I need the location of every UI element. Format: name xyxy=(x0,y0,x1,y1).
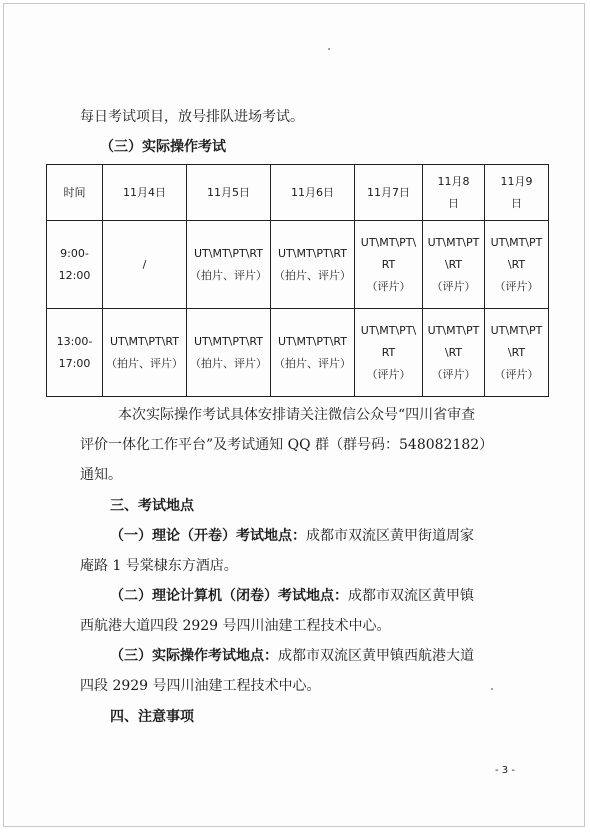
scan-speck xyxy=(328,48,330,50)
table-cell xyxy=(271,221,355,309)
location-1-address: 成都市双流区黄甲街道周家 xyxy=(306,528,474,544)
table-cell xyxy=(187,309,271,397)
table-row xyxy=(47,309,549,397)
table-cell xyxy=(423,221,485,309)
location-3-address: 成都市双流区黄甲镇西航港大道 xyxy=(278,648,474,664)
cell-text-line: （拍片、评片） xyxy=(190,356,267,370)
location-1-label: （一）理论（开卷）考试地点： xyxy=(110,528,306,544)
cell-text-line: UT\MT\PT\RT xyxy=(109,334,179,348)
table-cell xyxy=(355,221,423,309)
cell-text-line: / xyxy=(142,257,147,271)
table-cell xyxy=(103,309,187,397)
heading-exam-location: 三、考试地点 xyxy=(110,498,194,514)
cell-text-line: UT\MT\PT\RT xyxy=(277,334,347,348)
table-header-cell xyxy=(485,165,549,221)
cell-text-line: 17:00 xyxy=(58,356,91,370)
cell-text-line: 12:00 xyxy=(58,268,91,282)
table-time-cell xyxy=(47,221,103,309)
cell-text-line: UT\MT\PT\ xyxy=(360,323,417,337)
cell-text-line: 11月9 xyxy=(500,174,533,188)
cell-text-line: UT\MT\PT\RT xyxy=(193,334,263,348)
location-1-line-2: 庵路 1 号棠棣东方酒店。 xyxy=(80,558,238,574)
table-cell xyxy=(485,309,549,397)
location-3-line-1 xyxy=(110,647,474,665)
section-3-title: （三）实际操作考试 xyxy=(100,139,226,155)
notice-line-2: 评价一体化工作平台”及考试通知 QQ 群（群号码：548082182） xyxy=(80,437,494,453)
cell-text-line: UT\MT\PT\RT xyxy=(193,246,263,260)
table-header-cell: 11月5日 xyxy=(187,165,271,221)
cell-text-line: UT\MT\PT xyxy=(490,323,543,337)
heading-notes: 四、注意事项 xyxy=(110,709,194,725)
cell-text-line: （拍片、评片） xyxy=(274,356,351,370)
table-cell xyxy=(271,309,355,397)
table-header-cell: 11月4日 xyxy=(103,165,187,221)
intro-line: 每日考试项目，放号排队进场考试。 xyxy=(80,109,304,125)
location-3-line-2: 四段 2929 号四川油建工程技术中心。 xyxy=(80,678,321,694)
cell-text-line: 13:00- xyxy=(56,334,93,348)
table-time-cell xyxy=(47,309,103,397)
location-2-label: （二）理论计算机（闭卷）考试地点： xyxy=(110,588,348,604)
cell-text-line: 9:00- xyxy=(60,246,89,260)
cell-text-line: RT xyxy=(381,345,396,359)
exam-schedule-table xyxy=(46,164,549,397)
cell-text-line: \RT xyxy=(444,257,463,271)
cell-text-line: \RT xyxy=(507,257,526,271)
page-number: - 3 - xyxy=(495,765,515,776)
location-2-line-1 xyxy=(110,587,474,605)
cell-text-line: UT\MT\PT xyxy=(490,235,543,249)
cell-text-line: （评片） xyxy=(366,279,411,293)
table-cell xyxy=(103,221,187,309)
cell-text-line: \RT xyxy=(507,345,526,359)
table-cell xyxy=(485,221,549,309)
table-header-cell: 11月6日 xyxy=(271,165,355,221)
cell-text-line: （评片） xyxy=(366,367,411,381)
table-cell xyxy=(187,221,271,309)
table-header-cell: 时间 xyxy=(47,165,103,221)
table-cell xyxy=(423,309,485,397)
cell-text-line: 11月8 xyxy=(437,174,470,188)
location-2-line-2: 西航港大道四段 2929 号四川油建工程技术中心。 xyxy=(80,618,391,634)
cell-text-line: UT\MT\PT\RT xyxy=(277,246,347,260)
table-header-cell xyxy=(423,165,485,221)
location-1-line-1 xyxy=(110,527,474,545)
cell-text-line: 日 xyxy=(448,196,459,210)
cell-text-line: （评片） xyxy=(494,367,539,381)
table-header-row xyxy=(47,165,549,221)
cell-text-line: （评片） xyxy=(494,279,539,293)
cell-text-line: （评片） xyxy=(431,367,476,381)
notice-line-1: 本次实际操作考试具体安排请关注微信公众号“四川省审查 xyxy=(118,407,476,423)
cell-text-line: UT\MT\PT xyxy=(427,323,480,337)
cell-text-line: UT\MT\PT\ xyxy=(360,235,417,249)
notice-line-3: 通知。 xyxy=(80,467,122,483)
table-row xyxy=(47,221,549,309)
cell-text-line: （拍片、评片） xyxy=(106,356,183,370)
cell-text-line: RT xyxy=(381,257,396,271)
table-header-cell: 11月7日 xyxy=(355,165,423,221)
cell-text-line: （拍片、评片） xyxy=(190,268,267,282)
cell-text-line: 日 xyxy=(511,196,522,210)
table-cell xyxy=(355,309,423,397)
cell-text-line: （评片） xyxy=(431,279,476,293)
cell-text-line: \RT xyxy=(444,345,463,359)
cell-text-line: （拍片、评片） xyxy=(274,268,351,282)
cell-text-line: UT\MT\PT xyxy=(427,235,480,249)
location-3-label: （三）实际操作考试地点： xyxy=(110,648,278,664)
scan-speck xyxy=(491,688,493,690)
location-2-address: 成都市双流区黄甲镇 xyxy=(348,588,474,604)
